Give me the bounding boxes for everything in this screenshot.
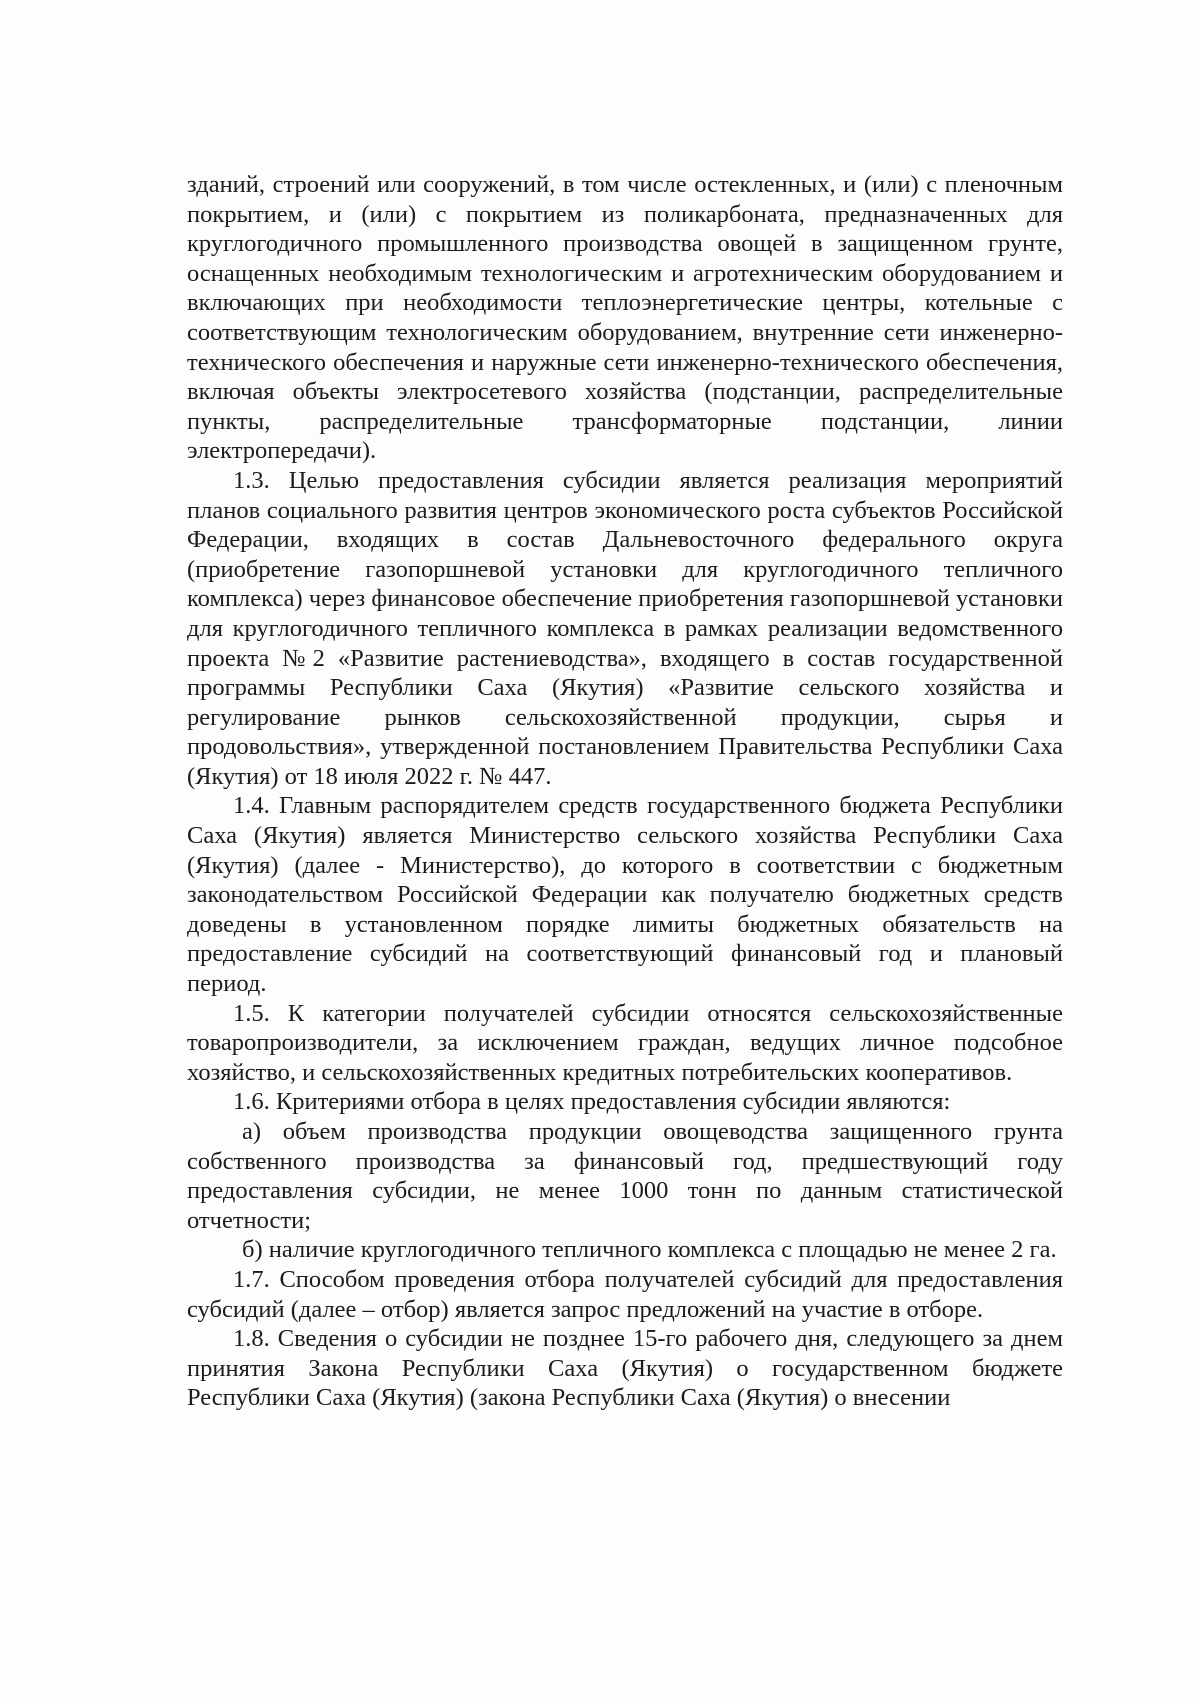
paragraph-1-6-item-b: б) наличие круглогодичного тепличного комплекса с площадью не менее 2 га. (242, 1236, 1057, 1264)
paragraph-1-4: 1.4. Главным распорядителем средств государственного бюджета Республики Саха (Якутия) является Министерство сельского хозяйства Республики Саха (Якутия) (далее - Министерство), до которого в соответствии с бюджетным законодательством Российской Федерации как получателю бюджетных средств доведены в установленном порядке лимиты бюджетных обязательств на предоставление субсидий на соответствующий финансовый год и плановый период. (187, 792, 1063, 998)
paragraph-1-6: 1.6. Критериями отбора в целях предоставления субсидии являются: (233, 1088, 951, 1116)
paragraph-1-3: 1.3. Целью предоставления субсидии является реализация мероприятий планов социального развития центров экономического роста субъектов Российской Федерации, входящих в состав Дальневосточного федерального округа (приобретение газопоршневой установки для круглогодичного тепличного комплекса) через финансовое обеспечение приобретения газопоршневой установки для круглогодичного тепличного комплекса в рамках реализации ведомственного проекта №2 «Развитие растениеводства», входящего в состав государственной программы Республики Саха (Якутия) «Развитие сельского хозяйства и регулирование рынков сельскохозяйственной продукции, сырья и продовольствия», утвержденной постановлением Правительства Республики Саха (Якутия) от 18 июля 2022 г. № 447. (187, 466, 1063, 790)
paragraph-1-8: 1.8. Сведения о субсидии не позднее 15-го рабочего дня, следующего за днем принятия Закона Республики Саха (Якутия) о государственном бюджете Республики Саха (Якутия) (закона Республики Саха (Якутия) о внесении (187, 1325, 1063, 1412)
paragraph-1-2-continuation: зданий, строений или сооружений, в том числе остекленных, и (или) с пленочным покрытием, и (или) с покрытием из поликарбоната, предназначенных для круглогодичного промышленного производства овощей в защищенном грунте, оснащенных необходимым технологическим и агротехническим оборудованием и включающих при необходимости теплоэнергетические центры, котельные с соответствующим технологическим оборудованием, внутренние сети инженерно-технического обеспечения и наружные сети инженерно-технического обеспечения, включая объекты электросетевого хозяйства (подстанции, распределительные пункты, распределительные трансформаторные подстанции, линии электропередачи). (187, 171, 1063, 465)
paragraph-1-6-item-a: а) объем производства продукции овощеводства защищенного грунта собственного производства за финансовый год, предшествующий году предоставления субсидии, не менее 1000 тонн по данным статистической отчетности; (187, 1118, 1063, 1234)
paragraph-1-7: 1.7. Способом проведения отбора получателей субсидий для предоставления субсидий (далее – отбор) является запрос предложений на участие в отборе. (187, 1265, 1063, 1323)
paragraph-1-5: 1.5. К категории получателей субсидии относятся сельскохозяйственные товаропроизводители, за исключением граждан, ведущих личное подсобное хозяйство, и сельскохозяйственных кредитных потребительских кооперативов. (187, 999, 1063, 1086)
document-body (187, 170, 1063, 1413)
